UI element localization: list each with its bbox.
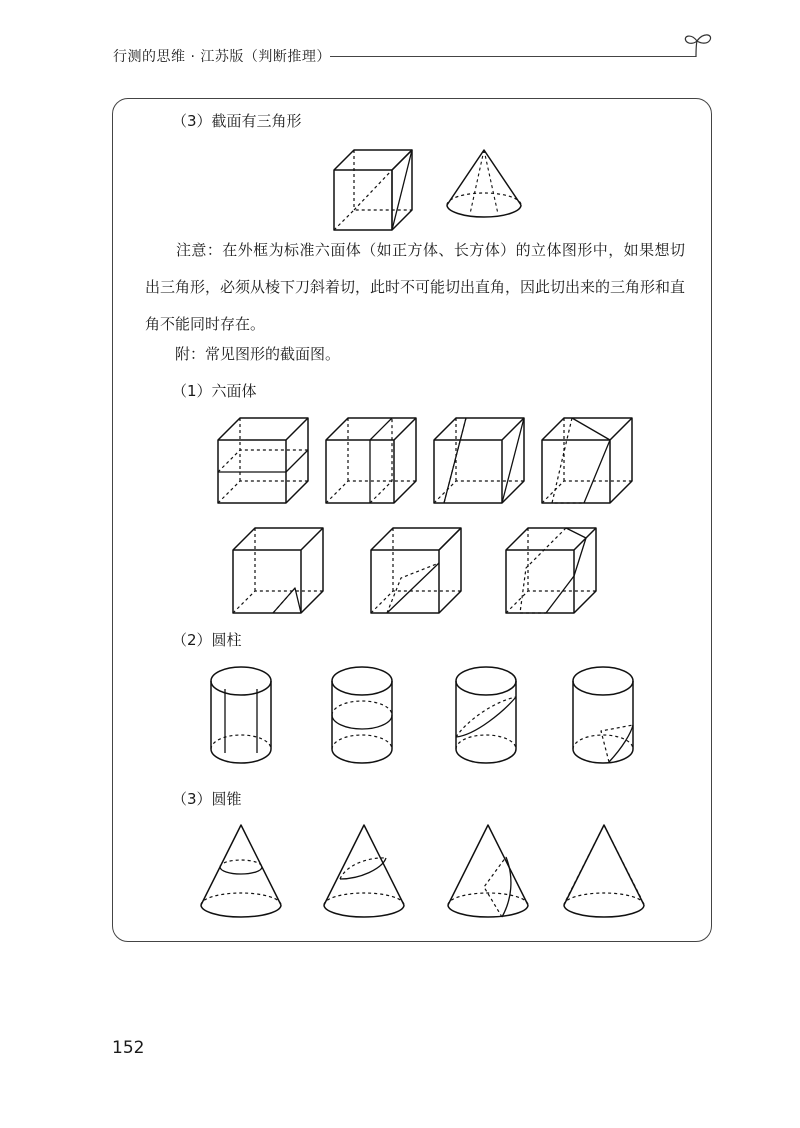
cylinder-section-4 xyxy=(573,667,633,763)
section-heading-triangle: （3）截面有三角形 xyxy=(172,112,302,130)
cone-section-4 xyxy=(564,825,644,917)
cone-section-1 xyxy=(201,825,281,917)
cone-section-2 xyxy=(324,825,404,917)
cylinder-section-1 xyxy=(211,667,271,763)
cube-triangle-section xyxy=(334,150,412,230)
hexahedron-section-1 xyxy=(218,418,308,503)
hexahedron-section-6 xyxy=(371,528,461,613)
page-number: 152 xyxy=(112,1038,145,1058)
cylinder-section-3 xyxy=(456,667,516,763)
hexahedron-section-2 xyxy=(326,418,416,503)
cone-triangle-section xyxy=(447,150,521,217)
note-paragraph: 注意：在外框为标准六面体（如正方体、长方体）的立体图形中，如果想切出三角形，必须从棱下刀斜着切，此时不可能切出直角，因此切出来的三角形和直角不能同时存在。 xyxy=(145,241,686,333)
hexahedron-section-3 xyxy=(434,418,524,503)
cylinder-section-2 xyxy=(332,667,392,763)
cylinder-heading: （2）圆柱 xyxy=(172,631,242,649)
hexahedron-section-4 xyxy=(542,418,632,503)
running-header-title: 行测的思维 · 江苏版（判断推理） xyxy=(113,49,331,65)
hexahedron-section-7 xyxy=(506,528,596,613)
cone-heading: （3）圆锥 xyxy=(172,790,242,808)
appendix-heading: 附：常见图形的截面图。 xyxy=(175,345,341,363)
hexahedron-heading: （1）六面体 xyxy=(172,382,257,400)
hexahedron-section-5 xyxy=(233,528,323,613)
cone-section-3 xyxy=(448,825,528,917)
